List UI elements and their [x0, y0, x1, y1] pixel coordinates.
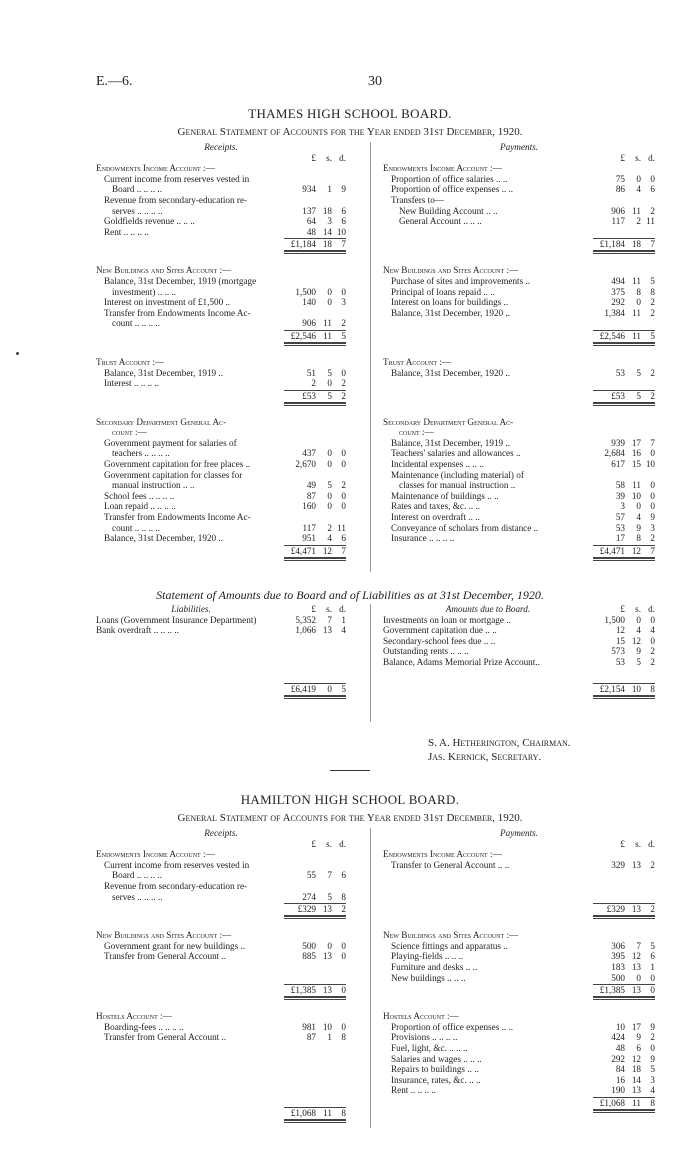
thames-receipts	[96, 142, 346, 560]
amount: 10 17 9	[615, 1021, 655, 1032]
ledger-row	[383, 287, 655, 298]
section-separator	[330, 770, 370, 771]
ledger-row	[96, 941, 346, 952]
amount: 53 5 2	[615, 656, 655, 667]
item-label: New Buildings and Sites Account :—	[96, 930, 232, 941]
section-heading	[383, 930, 655, 941]
column-divider	[370, 142, 371, 572]
item-label: Teachers' salaries and allowances ..	[391, 448, 521, 459]
ledger-row	[96, 206, 346, 217]
item-label: Rent .. .. .. ..	[391, 1085, 436, 1096]
ledger-row	[96, 625, 346, 636]
total-amount: £53 5 2	[611, 390, 655, 401]
liabilities-title: Statement of Amounts due to Board and of Liabilities as at 31st December, 1920.	[156, 588, 544, 602]
section-heading	[383, 849, 655, 860]
page-number: 30	[368, 74, 382, 89]
item-label: Balance, 31st December, 1919 ..	[391, 437, 511, 448]
amount: 939 17 7	[611, 437, 655, 448]
item-label: serves .. .. .. ..	[112, 205, 163, 216]
amount: 934 1 9	[302, 184, 346, 195]
section-heading	[96, 849, 346, 860]
signature-secretary: Jas. Kernick, Secretary.	[428, 751, 542, 763]
ledger-row	[383, 860, 655, 871]
amount: 1,066 13 4	[295, 625, 346, 636]
hamilton-receipts	[96, 828, 346, 1122]
item-label: Maintenance (including material) of	[391, 469, 524, 480]
item-label: Science fittings and apparatus ..	[391, 940, 508, 951]
amount: 375 8 8	[611, 286, 655, 297]
item-label: manual instruction .. ..	[112, 480, 195, 491]
amount: 48 6 0	[615, 1042, 655, 1053]
total-row	[383, 1096, 655, 1110]
section-heading	[96, 930, 346, 941]
item-label: Playing-fields .. .. ..	[391, 951, 464, 962]
ledger-row	[383, 1064, 655, 1075]
ledger-row	[383, 491, 655, 502]
liabilities-heading: Liabilities.	[171, 604, 211, 614]
item-label: count :—	[399, 427, 434, 438]
amount: 48 14 10	[306, 226, 346, 237]
ledger-row	[96, 227, 346, 238]
amount: 117 2 11	[611, 216, 655, 227]
ledger-row	[96, 491, 346, 502]
column-divider	[370, 604, 371, 722]
item-label: Endowments Income Account :—	[383, 849, 502, 860]
item-label: count :—	[112, 427, 147, 438]
ledger-row	[96, 860, 346, 871]
section-heading	[96, 1011, 346, 1022]
amount: 53 5 2	[615, 367, 655, 378]
item-label: Boarding-fees .. .. .. ..	[104, 1021, 184, 1032]
amount: 1,384 11 2	[604, 307, 655, 318]
amount: 84 18 5	[615, 1064, 655, 1075]
item-label: Furniture and desks .. ..	[391, 961, 478, 972]
amount: 5,352 7 1	[295, 614, 346, 625]
hamilton-payments	[383, 828, 655, 1112]
ledger-row	[383, 1032, 655, 1043]
item-label: count .. .. .. ..	[112, 318, 160, 329]
amount: 87 0 0	[306, 490, 346, 501]
ledger-row	[383, 195, 655, 206]
item-label: Loan repaid .. .. .. ..	[104, 501, 176, 512]
amount: 140 0 3	[302, 297, 346, 308]
ledger-row	[383, 646, 655, 657]
ledger-row	[96, 448, 346, 459]
ledger-row	[96, 318, 346, 329]
item-label: count .. .. .. ..	[112, 522, 160, 533]
ledger-row	[96, 195, 346, 206]
item-label: Hostels Account :—	[383, 1011, 459, 1022]
item-label: Balance, 31st December, 1920 ..	[391, 367, 511, 378]
ledger-row	[383, 523, 655, 534]
item-label: Government capitation for classes for	[104, 469, 243, 480]
ledger-row	[96, 523, 346, 534]
ledger-row	[383, 206, 655, 217]
amount: 573 9 2	[611, 646, 655, 657]
ledger-row	[383, 1075, 655, 1086]
item-label: Purchase of sites and improvements ..	[391, 275, 531, 286]
ledger-row	[383, 1043, 655, 1054]
ledger-row	[383, 951, 655, 962]
amount: 75 0 0	[615, 173, 655, 184]
item-label: Transfer from General Account ..	[104, 951, 227, 962]
amount: 500 0 0	[302, 940, 346, 951]
item-label: Government payment for salaries of	[104, 437, 237, 448]
section-heading	[383, 357, 655, 368]
amount: 64 3 6	[306, 216, 346, 227]
amount: 137 18 6	[302, 205, 346, 216]
ledger-row	[383, 615, 655, 626]
item-label: Rent .. .. .. ..	[104, 226, 149, 237]
item-label: Trust Account :—	[96, 356, 165, 367]
ledger-row	[96, 512, 346, 523]
item-label: classes for manual instruction ..	[399, 480, 516, 491]
section-heading	[383, 427, 655, 438]
ledger-row	[96, 368, 346, 379]
ledger-row	[383, 512, 655, 523]
item-label: Provisions .. .. .. ..	[391, 1032, 458, 1043]
item-label: Transfers to—	[391, 194, 444, 205]
item-label: Transfer from Endowments Income Ac-	[104, 512, 251, 523]
total-amount: £53 5 2	[302, 390, 346, 401]
currency-heading: £ s. d.	[620, 152, 655, 163]
item-label: New Buildings and Sites Account :—	[96, 265, 232, 276]
item-label: Balance, 31st December, 1919 ..	[104, 367, 224, 378]
page-header	[96, 74, 604, 90]
item-label: Current income from reserves vested in	[104, 859, 250, 870]
ledger-row	[96, 501, 346, 512]
signature-chairman: S. A. Hetherington, Chairman.	[428, 737, 571, 749]
total-amount: £1,068 11 8	[290, 1108, 346, 1119]
total-amount: £1,184 18 7	[599, 239, 655, 250]
total-amount: £4,471 12 7	[599, 545, 655, 556]
ledger-row	[383, 941, 655, 952]
item-label: Revenue from secondary-education re-	[104, 194, 248, 205]
item-label: Proportion of office expenses .. ..	[391, 1021, 514, 1032]
section-heading	[96, 427, 346, 438]
item-label: School fees .. .. .. ..	[104, 490, 175, 501]
ledger-row	[96, 174, 346, 185]
ledger-row	[96, 297, 346, 308]
amount: 951 4 6	[302, 533, 346, 544]
item-label: Balance, Adams Memorial Prize Account..	[383, 656, 540, 667]
item-label: Maintenance of buildings .. ..	[391, 490, 499, 501]
ledger-row	[383, 533, 655, 544]
amount: 2 0 2	[311, 378, 346, 389]
item-label: Secondary Department General Ac-	[383, 416, 514, 427]
item-label: Board .. .. .. ..	[112, 184, 163, 195]
total-amount: £1,068 11 8	[599, 1097, 655, 1108]
ledger-row	[96, 1032, 346, 1043]
total-amount: £329 13 2	[606, 904, 655, 915]
amount: 3 0 0	[620, 501, 655, 512]
ledger-row	[383, 184, 655, 195]
item-label: Incidental expenses .. .. ..	[391, 459, 484, 470]
total-row	[383, 682, 655, 696]
item-label: New buildings .. .. ..	[391, 972, 466, 983]
ledger-row	[383, 962, 655, 973]
ledger-row	[96, 459, 346, 470]
section-heading	[383, 417, 655, 428]
ledger-row	[96, 276, 346, 287]
ledger-row	[383, 1054, 655, 1065]
amount: 86 4 6	[615, 184, 655, 195]
receipts-heading: Receipts.	[204, 142, 238, 152]
item-label: Government capitation due .. ..	[383, 625, 497, 636]
amount: 500 0 0	[611, 972, 655, 983]
item-label: Insurance, rates, &c. .. ..	[391, 1074, 481, 1085]
amount: 906 11 2	[302, 318, 346, 329]
item-label: teachers .. .. .. ..	[112, 448, 170, 459]
item-label: Salaries and wages .. .. ..	[391, 1053, 482, 1064]
total-amount: £1,385 13 0	[290, 985, 346, 996]
amount: 885 13 0	[302, 951, 346, 962]
item-label: Interest .. .. .. ..	[104, 378, 160, 389]
item-label: Outstanding rents .. .. ..	[383, 646, 469, 657]
item-label: Bank overdraft .. .. .. ..	[96, 625, 179, 636]
amount: 12 4 4	[615, 625, 655, 636]
ledger-row	[96, 951, 346, 962]
total-row	[96, 329, 346, 343]
total-row	[383, 329, 655, 343]
currency-heading: £ s. d.	[311, 604, 346, 614]
ledger-row	[96, 184, 346, 195]
amount: 981 10 0	[302, 1021, 346, 1032]
item-label: Government capitation for free places ..	[104, 459, 251, 470]
item-label: Revenue from secondary-education re-	[104, 880, 248, 891]
section-heading	[383, 1011, 655, 1022]
total-row	[96, 237, 346, 251]
ledger-row	[383, 297, 655, 308]
total-row	[96, 1106, 346, 1120]
amount: 58 11 0	[615, 480, 655, 491]
thames-subtitle: General Statement of Accounts for the Year ended 31st December, 1920.	[177, 126, 523, 138]
total-amount: £1,385 13 0	[599, 985, 655, 996]
document-reference: E.—6.	[96, 74, 133, 89]
item-label: New Building Account .. ..	[399, 205, 498, 216]
amount: 395 12 6	[611, 951, 655, 962]
total-amount: £2,546 11 5	[599, 330, 655, 341]
currency-heading: £ s. d.	[620, 604, 655, 614]
total-row	[383, 983, 655, 997]
amount: 57 4 9	[615, 512, 655, 523]
item-label: Hostels Account :—	[96, 1011, 172, 1022]
total-row	[383, 237, 655, 251]
item-label: General Account .. .. ..	[399, 216, 482, 227]
ledger-row	[96, 1022, 346, 1033]
total-amount: £2,546 11 5	[290, 330, 346, 341]
amount: 117 2 11	[302, 522, 346, 533]
ledger-row	[383, 368, 655, 379]
item-label: Balance, 31st December, 1920 ..	[391, 307, 511, 318]
item-label: Principal of loans repaid .. ..	[391, 286, 495, 297]
item-label: Transfer to General Account .. ..	[391, 859, 510, 870]
total-row	[96, 682, 346, 696]
column-divider	[370, 828, 371, 1128]
ledger-row	[383, 438, 655, 449]
amount: 16 14 3	[615, 1074, 655, 1085]
ledger-row	[96, 881, 346, 892]
item-label: Government grant for new buildings ..	[104, 940, 246, 951]
ledger-row	[383, 448, 655, 459]
amounts-due-heading: Amounts due to Board.	[445, 604, 531, 614]
amount: 292 0 2	[611, 297, 655, 308]
thames-title: THAMES HIGH SCHOOL BOARD.	[248, 106, 452, 121]
amount: 1,500 0 0	[295, 286, 346, 297]
currency-heading: £ s. d.	[311, 838, 346, 849]
section-heading	[383, 265, 655, 276]
amount: 1,500 0 0	[604, 614, 655, 625]
ledger-row	[383, 1022, 655, 1033]
item-label: Investments on loan or mortgage ..	[383, 614, 511, 625]
payments-heading: Payments.	[499, 828, 538, 838]
section-heading	[96, 357, 346, 368]
thames-payments	[383, 142, 655, 560]
total-amount: £4,471 12 7	[290, 545, 346, 556]
amounts-due-table	[383, 604, 655, 696]
item-label: Balance, 31st December, 1920 ..	[104, 533, 224, 544]
ledger-row	[383, 625, 655, 636]
amount: 437 0 0	[302, 448, 346, 459]
item-label: Transfer from Endowments Income Ac-	[104, 307, 251, 318]
ledger-row	[96, 216, 346, 227]
item-label: Goldfields revenue .. .. ..	[104, 216, 195, 227]
liabilities-table	[96, 604, 346, 696]
ledger-row	[383, 174, 655, 185]
ledger-row	[96, 438, 346, 449]
total-row	[96, 902, 346, 916]
ledger-row	[96, 287, 346, 298]
item-label: Interest on loans for buildings ..	[391, 297, 509, 308]
amount: 306 7 5	[611, 940, 655, 951]
item-label: Transfer from General Account ..	[104, 1032, 227, 1043]
amount: 424 9 2	[611, 1032, 655, 1043]
payments-heading: Payments.	[499, 142, 538, 152]
amount: 274 5 8	[302, 891, 346, 902]
ledger-row	[383, 480, 655, 491]
ledger-row	[383, 657, 655, 668]
amount: 51 5 0	[306, 367, 346, 378]
amount: 2,670 0 0	[295, 459, 346, 470]
item-label: Insurance .. .. .. ..	[391, 533, 455, 544]
item-label: Current income from reserves vested in	[104, 173, 250, 184]
item-label: Endowments Income Account :—	[96, 849, 215, 860]
hamilton-subtitle: General Statement of Accounts for the Year ended 31st December, 1920.	[177, 812, 523, 824]
amount: 292 12 9	[611, 1053, 655, 1064]
item-label: New Buildings and Sites Account :—	[383, 265, 519, 276]
ledger-row	[96, 480, 346, 491]
item-label: Secondary-school fees due .. ..	[383, 635, 496, 646]
item-label: Secondary Department General Ac-	[96, 416, 227, 427]
amount: 190 13 4	[611, 1085, 655, 1096]
ledger-row	[383, 459, 655, 470]
item-label: New Buildings and Sites Account :—	[383, 930, 519, 941]
total-amount: £2,154 10 8	[599, 683, 655, 694]
ledger-row	[383, 1085, 655, 1096]
item-label: Loans (Government Insurance Department)	[96, 614, 257, 625]
amount: 617 15 10	[611, 459, 655, 470]
item-label: Proportion of office expenses .. ..	[391, 184, 514, 195]
ledger-row	[96, 870, 346, 881]
amount: 87 1 8	[306, 1032, 346, 1043]
item-label: Endowments Income Account :—	[383, 163, 502, 174]
total-row	[383, 544, 655, 558]
amount: 2,684 16 0	[604, 448, 655, 459]
item-label: Fuel, light, &c. .. .. ..	[391, 1042, 468, 1053]
ledger-row	[383, 470, 655, 481]
section-heading	[383, 163, 655, 174]
item-label: Endowments Income Account :—	[96, 163, 215, 174]
ledger-row	[383, 973, 655, 984]
item-label: investment) .. .. ..	[112, 286, 177, 297]
item-label: Proportion of office salaries .. ..	[391, 173, 508, 184]
receipts-heading: Receipts.	[204, 828, 238, 838]
currency-heading: £ s. d.	[311, 152, 346, 163]
total-row	[383, 902, 655, 916]
ledger-row	[383, 308, 655, 319]
total-amount: £1,184 18 7	[290, 239, 346, 250]
item-label: serves .. .. .. ..	[112, 891, 163, 902]
total-row	[383, 389, 655, 403]
amount: 906 11 2	[611, 205, 655, 216]
item-label: Interest on investment of £1,500 ..	[104, 297, 231, 308]
item-label: Rates and taxes, &c. .. ..	[391, 501, 481, 512]
item-label: Trust Account :—	[383, 356, 452, 367]
section-heading	[96, 163, 346, 174]
total-row	[96, 983, 346, 997]
item-label: Board .. .. .. ..	[112, 870, 163, 881]
ledger-row	[96, 378, 346, 389]
amount: 160 0 0	[302, 501, 346, 512]
section-heading	[96, 417, 346, 428]
ledger-row	[96, 470, 346, 481]
ledger-row	[383, 276, 655, 287]
amount: 329 13 2	[611, 859, 655, 870]
amount: 17 8 2	[615, 533, 655, 544]
item-label: Conveyance of scholars from distance ..	[391, 522, 539, 533]
ledger-row	[383, 636, 655, 647]
amount: 183 13 1	[611, 961, 655, 972]
hamilton-title: HAMILTON HIGH SCHOOL BOARD.	[240, 792, 460, 807]
amount: 494 11 5	[611, 275, 655, 286]
ledger-row	[383, 216, 655, 227]
item-label: Repairs to buildings .. ..	[391, 1064, 479, 1075]
amount: 39 10 0	[615, 490, 655, 501]
ledger-row	[383, 501, 655, 512]
total-row	[96, 389, 346, 403]
ledger-row	[96, 308, 346, 319]
item-label: Balance, 31st December, 1919 (mortgage	[104, 275, 257, 286]
item-label: Interest on overdraft .. ..	[391, 512, 480, 523]
amount: 49 5 2	[306, 480, 346, 491]
amount: 55 7 6	[306, 870, 346, 881]
amount: 53 9 3	[615, 522, 655, 533]
total-amount: £329 13 2	[297, 904, 346, 915]
ledger-row	[96, 892, 346, 903]
amount: 15 12 0	[615, 635, 655, 646]
ledger-row	[96, 615, 346, 626]
total-row	[96, 544, 346, 558]
total-amount: £6,419 0 5	[290, 683, 346, 694]
ledger-row	[96, 533, 346, 544]
section-heading	[96, 265, 346, 276]
currency-heading: £ s. d.	[620, 838, 655, 849]
margin-mark	[16, 352, 19, 355]
